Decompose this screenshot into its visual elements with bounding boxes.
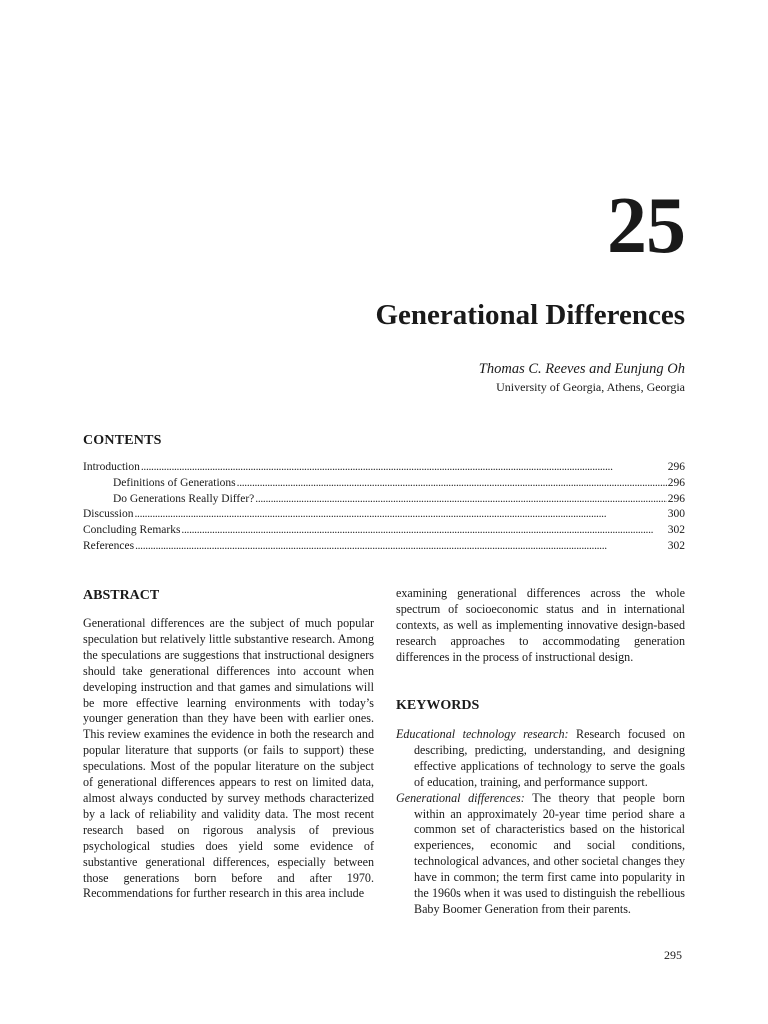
toc-entry-label: Definitions of Generations xyxy=(113,476,236,489)
keyword-definition: The theory that people born within an approximately 20-year time period share a common set of characteristics based on the historical experiences, economic and social conditions, technological advances, and other societal changes they have in common; the term first came into popularity in the 1960s when it was used to distinguish the rebellious Baby Boomer Generation from their parents. xyxy=(414,790,685,916)
toc-entry-label: Discussion xyxy=(83,508,134,521)
toc-entry-label: Introduction xyxy=(83,461,140,473)
keyword-entry xyxy=(396,727,685,791)
page-number: 295 xyxy=(664,948,682,962)
author-affiliation: University of Georgia, Athens, Georgia xyxy=(496,380,685,394)
toc-dot-leader xyxy=(141,460,667,476)
toc-entry-concluding-remarks[interactable] xyxy=(83,523,685,539)
toc-entry-label: Concluding Remarks xyxy=(83,524,181,537)
toc-entry-discussion[interactable] xyxy=(83,507,685,523)
keyword-definition: Research focused on describing, predicting, understanding, and designing effective applications of technology to serve the goals of education, training, and performance support. xyxy=(414,727,685,789)
chapter-authors: Thomas C. Reeves and Eunjung Oh xyxy=(478,361,685,377)
toc-dot-leader xyxy=(135,539,667,555)
abstract-body: Generational differences are the subject of much popular speculation but relatively little substantive research. Among the speculations are suggestions that instructional designers should take generational differences into account when developing instruction and that games and simulations will be more effective learning environments with today’s younger generation than they have been with earlier ones. This review examines the evidence in both the research and popular literature that supports (or fails to support) these speculations. Most of the popular literature on the subject of generational differences appears to rest on limited data, almost always conducted by survey methods characterized by a lack of reliability and validity data. The most recent research based on rigorous analysis of previous psychological studies does yield some evidence of substantive generational differences, especially between those generations born before and after 1970. Recommendations for further research in this area include xyxy=(83,616,374,901)
toc-dot-leader xyxy=(181,523,666,539)
toc-entry-definitions[interactable] xyxy=(83,476,685,492)
keyword-term: Generational differences: xyxy=(396,790,525,805)
abstract-heading: ABSTRACT xyxy=(83,588,160,603)
abstract-continuation: examining generational differences across the whole spectrum of socioeconomic status and in international contexts, as well as implementing innovative design-based research approaches to accommodating generation differences in the process of instructional design. xyxy=(396,586,685,664)
toc-entry-page: 300 xyxy=(667,508,685,521)
toc-entry-references[interactable] xyxy=(83,539,685,555)
toc-dot-leader xyxy=(255,492,666,508)
table-of-contents xyxy=(83,460,685,555)
toc-entry-page: 302 xyxy=(667,539,685,552)
keyword-term: Educational technology research: xyxy=(396,727,569,741)
toc-entry-page: 296 xyxy=(667,476,685,489)
keywords-list xyxy=(396,727,685,918)
chapter-title: Generational Differences xyxy=(375,299,685,331)
keywords-heading: KEYWORDS xyxy=(396,698,480,713)
toc-entry-really-differ[interactable] xyxy=(83,492,685,508)
toc-dot-leader xyxy=(237,476,667,492)
toc-entry-page: 296 xyxy=(667,492,685,505)
contents-heading: CONTENTS xyxy=(83,433,162,448)
toc-dot-leader xyxy=(134,507,666,523)
toc-entry-label: Do Generations Really Differ? xyxy=(113,492,255,505)
keyword-entry xyxy=(396,791,685,918)
toc-entry-label: References xyxy=(83,539,135,552)
toc-entry-introduction[interactable] xyxy=(83,460,685,476)
toc-entry-page: 296 xyxy=(667,461,685,473)
toc-entry-page: 302 xyxy=(667,524,685,537)
chapter-number: 25 xyxy=(607,182,685,270)
